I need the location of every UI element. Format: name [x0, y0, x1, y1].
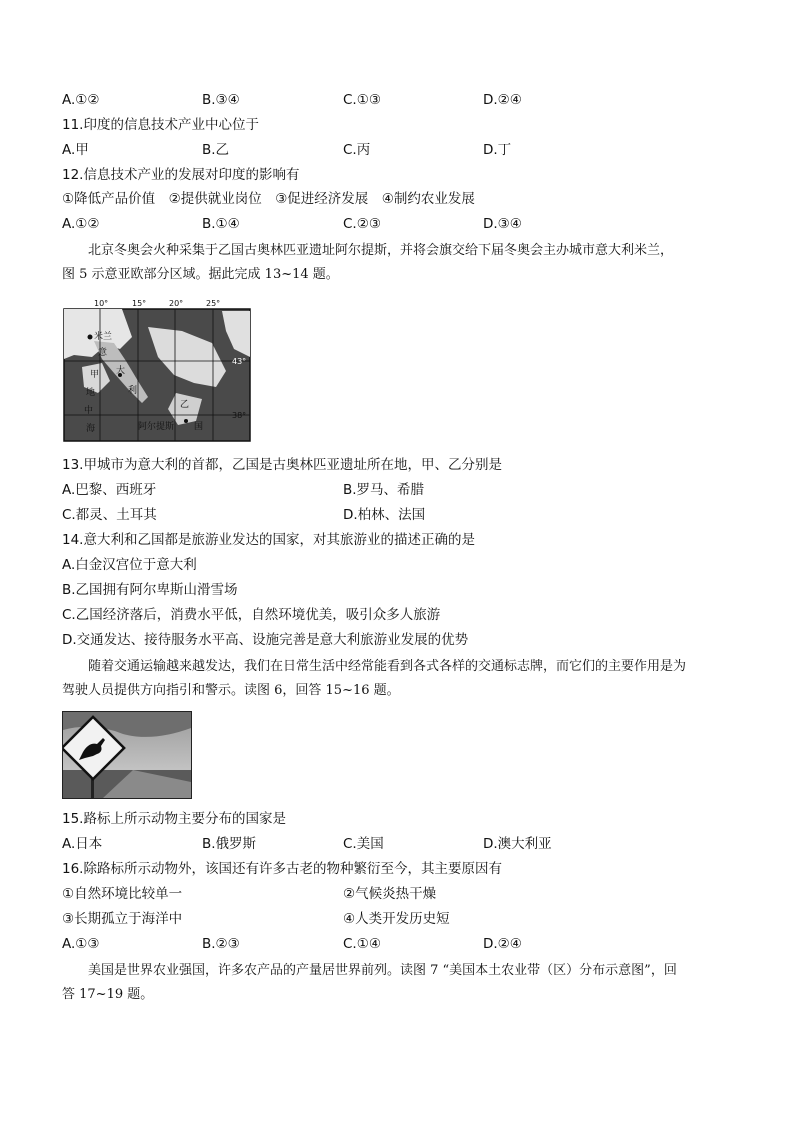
lat-tick-43: 43°: [232, 357, 247, 366]
q13-option-d: D.柏林、法国: [343, 507, 426, 523]
altis-marker: [184, 419, 188, 423]
q16-option-c: C.①④: [343, 936, 381, 952]
q13-option-a: A.巴黎、西班牙: [62, 482, 157, 498]
passage3-line1: 美国是世界农业强国，许多农产品的产量居世界前列。读图 7 “美国本土农业带（区）分布示意图”，回: [88, 963, 677, 978]
label-yi-char: 意: [98, 348, 108, 358]
q10-option-a: A.①②: [62, 92, 100, 108]
milan-marker: [88, 335, 93, 340]
label-yi-country: 乙: [180, 400, 190, 410]
q14-option-a: A.白金汉宫位于意大利: [62, 557, 197, 573]
q15-option-b: B.俄罗斯: [202, 836, 257, 852]
q10-option-d: D.②④: [483, 92, 522, 108]
q12-stem: 12.信息技术产业的发展对印度的影响有: [62, 167, 300, 183]
road-sign-photo: [62, 711, 192, 799]
q12-choices: ①降低产品价值 ②提供就业岗位 ③促进经济发展 ④制约农业发展: [62, 191, 475, 207]
label-di: 地: [86, 388, 96, 398]
q12-option-b: B.①④: [202, 216, 240, 232]
label-da: 大: [116, 366, 126, 376]
q14-option-c: C.乙国经济落后，消费水平低，自然环境优美，吸引众多人旅游: [62, 607, 441, 623]
passage3-line2: 答 17~19 题。: [62, 987, 154, 1002]
q12-option-d: D.③④: [483, 216, 522, 232]
q16-choice-2: ②气候炎热干燥: [343, 886, 437, 902]
label-jia: 甲: [90, 370, 100, 380]
road-sign-illustration: [63, 712, 191, 798]
q11-option-d: D.丁: [483, 142, 512, 158]
q14-stem: 14.意大利和乙国都是旅游业发达的国家，对其旅游业的描述正确的是: [62, 532, 475, 548]
q16-option-b: B.②③: [202, 936, 240, 952]
q10-option-c: C.①③: [343, 92, 381, 108]
q10-option-b: B.③④: [202, 92, 240, 108]
label-hai: 海: [86, 424, 96, 434]
q11-option-b: B.乙: [202, 142, 230, 158]
q15-option-c: C.美国: [343, 836, 384, 852]
lat-tick-38: 38°: [232, 411, 247, 420]
passage2-line2: 驾驶人员提供方向指引和警示。读图 6，回答 15~16 题。: [62, 683, 400, 698]
q16-choice-1: ①自然环境比较单一: [62, 886, 183, 902]
map-figure: [62, 297, 254, 443]
label-zhong: 中: [84, 406, 94, 416]
q15-stem: 15.路标上所示动物主要分布的国家是: [62, 811, 286, 827]
q12-option-a: A.①②: [62, 216, 100, 232]
lon-tick-10: 10°: [94, 299, 109, 308]
label-altis: 阿尔提斯: [138, 422, 175, 432]
q16-stem: 16.除路标所示动物外，该国还有许多古老的物种繁衍至今，其主要原因有: [62, 861, 502, 877]
label-guo: 国: [194, 422, 204, 432]
q16-option-a: A.①③: [62, 936, 100, 952]
q14-option-d: D.交通发达、接待服务水平高、设施完善是意大利旅游业发展的优势: [62, 632, 469, 648]
q13-option-c: C.都灵、土耳其: [62, 507, 157, 523]
passage1-line1: 北京冬奥会火种采集于乙国古奥林匹亚遗址阿尔提斯，并将会旗交给下届冬奥会主办城市意大利米兰，: [88, 243, 674, 258]
q11-option-c: C.丙: [343, 142, 371, 158]
label-milan: 米兰: [94, 332, 113, 342]
passage2-line1: 随着交通运输越来越发达，我们在日常生活中经常能看到各式各样的交通标志牌，而它们的主要作用是为: [88, 659, 687, 674]
q16-option-d: D.②④: [483, 936, 522, 952]
q15-option-a: A.日本: [62, 836, 103, 852]
passage1-line2: 图 5 示意亚欧部分区域。据此完成 13~14 题。: [62, 267, 339, 282]
label-li: 利: [128, 386, 138, 396]
q15-option-d: D.澳大利亚: [483, 836, 552, 852]
lon-tick-20: 20°: [169, 299, 184, 308]
q11-option-a: A.甲: [62, 142, 89, 158]
q13-option-b: B.罗马、希腊: [343, 482, 425, 498]
europe-map: [62, 297, 254, 443]
q16-choice-4: ④人类开发历史短: [343, 911, 450, 927]
lon-tick-25: 25°: [206, 299, 221, 308]
q11-stem: 11.印度的信息技术产业中心位于: [62, 117, 259, 133]
lon-tick-15: 15°: [132, 299, 147, 308]
q14-option-b: B.乙国拥有阿尔卑斯山滑雪场: [62, 582, 238, 598]
q13-stem: 13.甲城市为意大利的首都，乙国是古奥林匹亚遗址所在地，甲、乙分别是: [62, 457, 502, 473]
q12-option-c: C.②③: [343, 216, 381, 232]
q16-choice-3: ③长期孤立于海洋中: [62, 911, 183, 927]
